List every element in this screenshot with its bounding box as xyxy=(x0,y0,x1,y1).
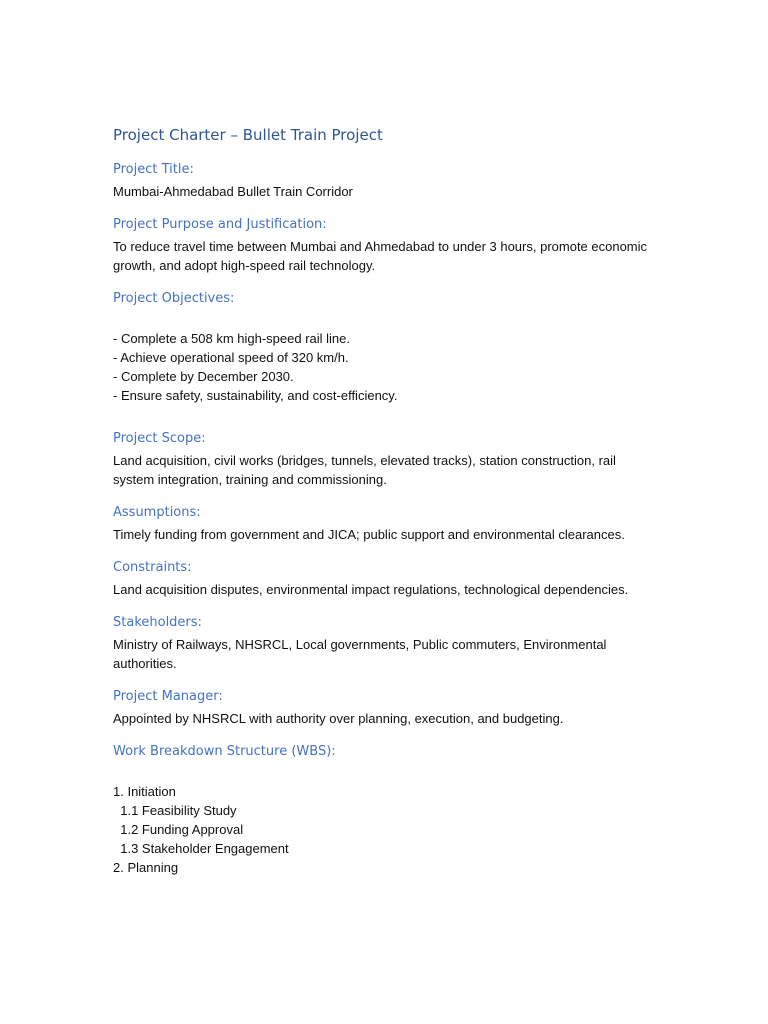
section-assumptions xyxy=(113,503,658,544)
document-page xyxy=(113,124,658,891)
heading-assumptions: Assumptions: xyxy=(113,505,201,520)
list-item: 1. Initiation xyxy=(113,784,176,799)
heading-project-manager: Project Manager: xyxy=(113,689,223,704)
text-purpose: To reduce travel time between Mumbai and Ahmedabad to under 3 hours, promote economic growth, and adopt high-speed rail technology. xyxy=(113,239,651,273)
heading-objectives: Project Objectives: xyxy=(113,291,235,306)
heading-constraints: Constraints: xyxy=(113,560,192,575)
list-item: 1.3 Stakeholder Engagement xyxy=(113,841,289,856)
text-assumptions: Timely funding from government and JICA; public support and environmental clearances. xyxy=(113,527,625,542)
list-item: - Achieve operational speed of 320 km/h. xyxy=(113,350,349,365)
text-constraints: Land acquisition disputes, environmental impact regulations, technological dependencies. xyxy=(113,582,629,597)
text-stakeholders: Ministry of Railways, NHSRCL, Local governments, Public commuters, Environmental authorities. xyxy=(113,637,611,671)
text-project-manager: Appointed by NHSRCL with authority over planning, execution, and budgeting. xyxy=(113,711,564,726)
section-constraints xyxy=(113,558,658,599)
section-objectives xyxy=(113,289,658,429)
section-purpose xyxy=(113,215,658,275)
list-item: - Complete by December 2030. xyxy=(113,369,294,384)
heading-project-title: Project Title: xyxy=(113,162,194,177)
heading-scope: Project Scope: xyxy=(113,431,206,446)
document-title: Project Charter – Bullet Train Project xyxy=(113,126,383,144)
list-item: 2. Planning xyxy=(113,860,179,875)
heading-stakeholders: Stakeholders: xyxy=(113,615,202,630)
spacer xyxy=(113,311,658,329)
section-wbs xyxy=(113,742,658,877)
list-item: 1.1 Feasibility Study xyxy=(113,803,237,818)
text-project-title: Mumbai-Ahmedabad Bullet Train Corridor xyxy=(113,184,353,199)
list-item: - Complete a 508 km high-speed rail line. xyxy=(113,331,351,346)
section-project-manager xyxy=(113,687,658,728)
spacer xyxy=(113,764,658,782)
spacer xyxy=(113,419,658,429)
heading-purpose: Project Purpose and Justification: xyxy=(113,217,327,232)
section-scope xyxy=(113,429,658,489)
objectives-list xyxy=(113,329,658,405)
text-scope: Land acquisition, civil works (bridges, tunnels, elevated tracks), station construction, rail system integration, training and commissioning. xyxy=(113,453,620,487)
wbs-list xyxy=(113,782,658,877)
list-item: 1.2 Funding Approval xyxy=(113,822,244,837)
heading-wbs: Work Breakdown Structure (WBS): xyxy=(113,744,336,759)
list-item: - Ensure safety, sustainability, and cost-efficiency. xyxy=(113,388,398,403)
section-stakeholders xyxy=(113,613,658,673)
section-project-title xyxy=(113,160,658,201)
